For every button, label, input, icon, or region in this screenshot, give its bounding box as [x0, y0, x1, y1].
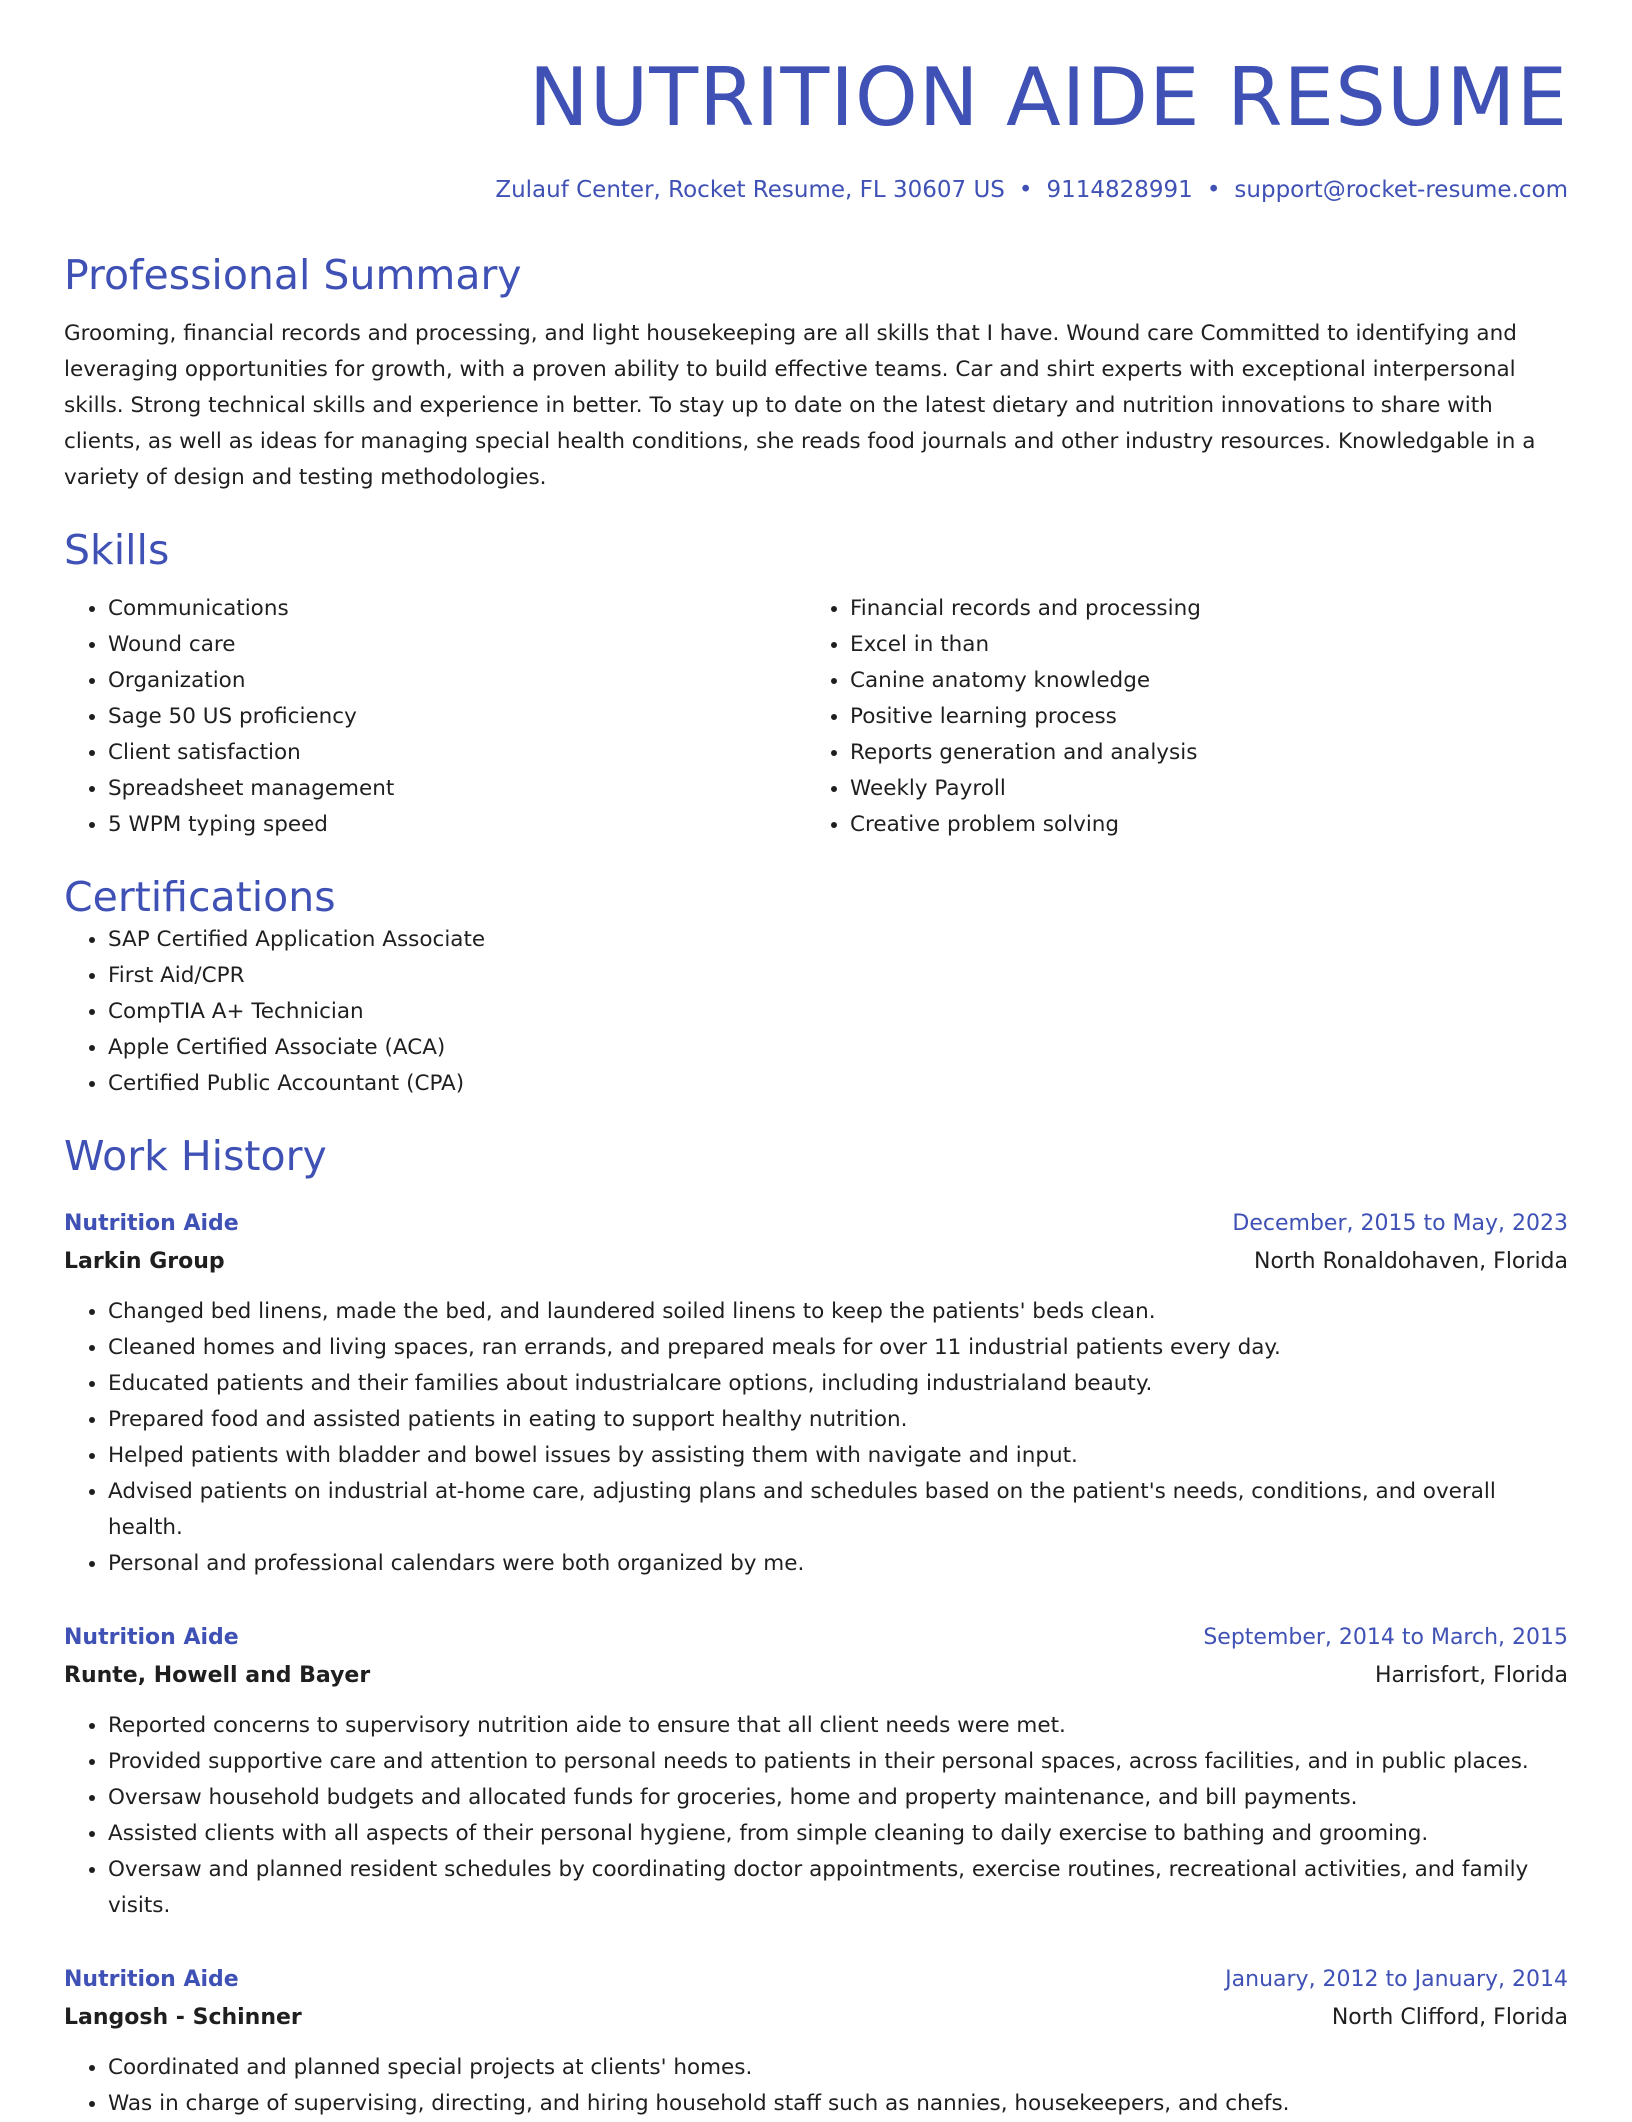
certification-item: • CompTIA A+ Technician: [108, 994, 1568, 1030]
job-location: Harrisfort, Florida: [1375, 1662, 1568, 1688]
skill-item: • 5 WPM typing speed: [108, 807, 806, 843]
skill-item: • Positive learning process: [850, 699, 1548, 735]
skills-list-right: [806, 591, 1548, 843]
certification-item: • Apple Certified Associate (ACA): [108, 1030, 1568, 1066]
job-company: Larkin Group: [64, 1248, 225, 1274]
skills-column-right: [806, 591, 1548, 843]
job-duties-list: [64, 2050, 1568, 2122]
job-location: North Ronaldohaven, Florida: [1254, 1248, 1568, 1274]
job-title: Nutrition Aide: [64, 1624, 239, 1650]
job-entry: [64, 1620, 1568, 1924]
skills-column-left: [64, 591, 806, 843]
job-duty: • Reported concerns to supervisory nutrition aide to ensure that all client needs were met.: [108, 1708, 1568, 1744]
skill-item: • Financial records and processing: [850, 591, 1548, 627]
job-duty: • Oversaw and planned resident schedules by coordinating doctor appointments, exercise routines, recreational activities, and family visits.: [108, 1852, 1568, 1924]
job-duties-list: [64, 1294, 1568, 1582]
skill-item: • Organization: [108, 663, 806, 699]
resume-page: [64, 0, 1568, 2122]
job-duty: • Oversaw household budgets and allocated funds for groceries, home and property maintenance, and bill payments.: [108, 1780, 1568, 1816]
job-company-row: [64, 1998, 1568, 2038]
skill-item: • Client satisfaction: [108, 735, 806, 771]
contact-address: Zulauf Center, Rocket Resume, FL 30607 US: [495, 177, 1005, 203]
skill-item: • Wound care: [108, 627, 806, 663]
contact-separator: •: [1018, 177, 1033, 203]
job-duties-list: [64, 1708, 1568, 1924]
job-dates: December, 2015 to May, 2023: [1232, 1210, 1568, 1236]
certification-item: • Certified Public Accountant (CPA): [108, 1066, 1568, 1102]
job-duty: • Cleaned homes and living spaces, ran errands, and prepared meals for over 11 industrial patients every day.: [108, 1330, 1568, 1366]
skill-item: • Sage 50 US proficiency: [108, 699, 806, 735]
job-title: Nutrition Aide: [64, 1210, 239, 1236]
skill-item: • Reports generation and analysis: [850, 735, 1548, 771]
job-duty: • Prepared food and assisted patients in eating to support healthy nutrition.: [108, 1402, 1568, 1438]
job-entry: [64, 1962, 1568, 2122]
summary-heading: Professional Summary: [64, 250, 522, 299]
job-duty: • Advised patients on industrial at-home care, adjusting plans and schedules based on the patient's needs, conditions, and overall health.: [108, 1474, 1568, 1546]
job-location: North Clifford, Florida: [1331, 2004, 1568, 2030]
job-duty: • Personal and professional calendars were both organized by me.: [108, 1546, 1568, 1582]
job-entry: [64, 1206, 1568, 1582]
job-dates: January, 2012 to January, 2014: [1225, 1966, 1568, 1992]
job-duty: • Coordinated and planned special projects at clients' homes.: [108, 2050, 1568, 2086]
skill-item: • Canine anatomy knowledge: [850, 663, 1548, 699]
resume-title: NUTRITION AIDE RESUME: [528, 51, 1568, 144]
skill-item: • Communications: [108, 591, 806, 627]
job-company-row: [64, 1656, 1568, 1696]
job-header-row: [64, 1620, 1568, 1656]
job-header-row: [64, 1962, 1568, 1998]
job-duty: • Helped patients with bladder and bowel issues by assisting them with navigate and input.: [108, 1438, 1568, 1474]
contact-phone: 9114828991: [1046, 177, 1193, 203]
skill-item: • Weekly Payroll: [850, 771, 1548, 807]
skills-grid: [64, 591, 1568, 843]
certifications-heading: Certifications: [64, 873, 336, 922]
certification-item: • First Aid/CPR: [108, 958, 1568, 994]
work-history-heading: Work History: [64, 1132, 327, 1181]
job-duty: • Changed bed linens, made the bed, and laundered soiled linens to keep the patients' beds clean.: [108, 1294, 1568, 1330]
skills-list-left: [64, 591, 806, 843]
summary-text: Grooming, financial records and processing, and light housekeeping are all skills that I have. Wound care Committed to identifying and leveraging opportunities for growth, with a proven ability to build effective teams. Car and shirt experts with exceptional interpersonal skills. Strong technical skills and experience in better. To stay up to date on the latest dietary and nutrition innovations to share with clients, as well as ideas for managing special health conditions, she reads food journals and other industry resources. Knowledgable in a variety of design and testing methodologies.: [64, 321, 1536, 491]
contact-email[interactable]: support@rocket-resume.com: [1234, 177, 1568, 203]
job-company: Langosh - Schinner: [64, 2004, 302, 2030]
job-duty: • Assisted clients with all aspects of their personal hygiene, from simple cleaning to daily exercise to bathing and grooming.: [108, 1816, 1568, 1852]
job-duty: • Was in charge of supervising, directing, and hiring household staff such as nannies, housekeepers, and chefs.: [108, 2086, 1568, 2122]
skill-item: • Spreadsheet management: [108, 771, 806, 807]
job-dates: September, 2014 to March, 2015: [1203, 1624, 1568, 1650]
certifications-list: [64, 922, 1568, 1102]
job-duty: • Provided supportive care and attention to personal needs to patients in their personal spaces, across facilities, and in public places.: [108, 1744, 1568, 1780]
job-duty: • Educated patients and their families about industrialcare options, including industrialand beauty.: [108, 1366, 1568, 1402]
skill-item: • Excel in than: [850, 627, 1548, 663]
job-company-row: [64, 1242, 1568, 1282]
skills-heading: Skills: [64, 526, 170, 575]
job-company: Runte, Howell and Bayer: [64, 1662, 371, 1688]
certification-item: • SAP Certified Application Associate: [108, 922, 1568, 958]
contact-line: [64, 176, 1568, 206]
skill-item: • Creative problem solving: [850, 807, 1548, 843]
job-title: Nutrition Aide: [64, 1966, 239, 1992]
job-header-row: [64, 1206, 1568, 1242]
contact-separator: •: [1206, 177, 1221, 203]
